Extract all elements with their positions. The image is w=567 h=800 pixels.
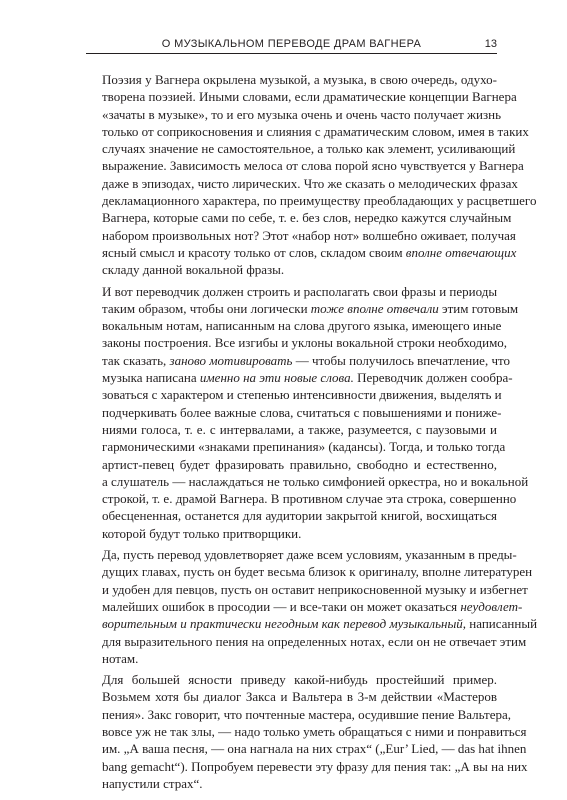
text-run: bang gemacht“). Попробуем перевести эту фразу для пения так: „А вы на них — [102, 758, 528, 774]
text-line — [86, 317, 502, 334]
text-run: которой будут только притворщики. — [102, 525, 302, 541]
text-line — [86, 581, 528, 598]
text-line — [86, 106, 502, 123]
text-run: артист-певец будет фразировать правильно, свободно и естественно, — [102, 456, 497, 472]
text-line — [86, 227, 516, 244]
text-line — [86, 775, 497, 792]
text-line — [86, 706, 512, 723]
text-run: написанный — [466, 616, 538, 632]
text-line — [86, 334, 508, 351]
text-run: «зачаты в музыке», то и его музыка очень и очень часто получает жизнь — [102, 106, 502, 122]
text-run: музыка написана — [102, 370, 200, 386]
text-line — [86, 525, 497, 542]
text-run: выражение. Зависимость мелоса от слова порой ясно чувствуется у Вагнера — [102, 158, 524, 174]
text-run: этим готовым — [438, 300, 519, 316]
italic-emphasis: тоже вполне отвечали — [310, 300, 439, 316]
text-run: Переводчик должен сообра- — [353, 370, 513, 386]
text-run: Вагнера, которые сами по себе, т. е. без слов, нередко кажутся случайным — [102, 210, 512, 226]
text-line — [86, 650, 497, 667]
text-line — [86, 261, 497, 278]
text-run: Поэзия у Вагнера окрылена музыкой, а музыка, в свою очередь, одухо- — [102, 72, 497, 87]
italic-emphasis: заново мотивировать — [169, 352, 293, 368]
text-line — [86, 244, 517, 261]
italic-emphasis: именно на эти новые слова. — [199, 370, 354, 386]
text-line — [86, 88, 517, 105]
paragraph — [86, 546, 538, 667]
text-line — [86, 490, 517, 507]
text-run: нотам. — [102, 650, 139, 666]
text-run: зоваться с характером и степенью интенсивности движения, выделять и — [102, 387, 502, 403]
paragraph — [86, 71, 537, 279]
text-run: творена поэзией. Иными словами, если драматические концепции Вагнера — [102, 89, 517, 105]
italic-emphasis: ворительным и практически негодным как перевод музыкальный, — [102, 616, 467, 632]
chapter-title: О МУЗЫКАЛЬНОМ ПЕРЕВОДЕ ДРАМ ВАГНЕРА — [161, 38, 422, 50]
text-run: им. „А ваша песня, — она нагнала на них страх“ („Eur’ Lied, — das hat ihnen — [102, 741, 527, 757]
text-line — [86, 615, 538, 632]
text-line — [86, 671, 497, 688]
text-line — [86, 140, 516, 157]
text-line — [86, 456, 497, 473]
text-run: только от соприкосновения и слияния с драматическим словом, имея в таких — [102, 123, 529, 139]
text-run: Возьмем хотя бы диалог Закса и Вальтера в 3-м действии «Мастеров — [102, 689, 497, 705]
text-run: обесцененная, останется для аудитории закрытой книгой, восхищаться — [102, 508, 497, 524]
running-header — [86, 38, 497, 54]
paragraph — [86, 283, 529, 542]
text-run: декламационного характера, по преимуществу преобладающих у расцветшего — [102, 193, 537, 209]
text-line — [86, 71, 497, 88]
text-run: а слушатель — наслаждаться не только симфонией оркестра, но и вокальной — [102, 473, 529, 489]
paragraph — [86, 671, 528, 792]
text-run: для выразительного пения на определенных нотах, если он не отвечает этим — [102, 633, 527, 649]
text-run: вовсе уж не так злы, — надо только уметь обращаться с ними и понравиться — [102, 723, 527, 739]
text-line — [86, 123, 529, 140]
text-line — [86, 438, 506, 455]
text-run: так сказать, — [102, 352, 170, 368]
text-run: малейших ошибок в просодии — и все-таки он может оказаться — [102, 598, 461, 614]
text-line — [86, 283, 497, 300]
text-line — [86, 175, 518, 192]
text-line — [86, 209, 512, 226]
text-line — [86, 404, 502, 421]
text-run: дущих главах, пусть он будет весьма близок к оригиналу, вполне литературен — [102, 564, 533, 580]
text-line — [86, 758, 528, 775]
text-run: строкой, т. е. драмой Вагнера. В противном случае эта строка, совершенно — [102, 491, 517, 507]
text-run: ниями голоса, т. е. с интервалами, а также, разумеется, с паузовыми и — [102, 421, 497, 437]
text-line — [86, 473, 529, 490]
text-run: напустили страх“. — [102, 775, 203, 791]
text-run: вокальным нотам, написанным на слова другого языка, имеющего иные — [102, 318, 502, 334]
text-line — [86, 352, 510, 369]
text-line — [86, 740, 527, 757]
text-run: — чтобы получилось впечатление, что — [292, 352, 510, 368]
text-run: Да, пусть перевод удовлетворяет даже всем условиям, указанным в преды- — [102, 547, 517, 563]
text-line — [86, 386, 502, 403]
text-run: таким образом, чтобы они логически — [102, 300, 311, 316]
italic-emphasis: вполне отвечающих — [405, 244, 517, 260]
text-run: случаях значение не самостоятельное, а только как элемент, усиливающий — [102, 141, 516, 157]
text-line — [86, 157, 524, 174]
text-line — [86, 688, 497, 705]
text-run: ясный смысл и красоту только от слов, складом своим — [102, 244, 406, 260]
text-line — [86, 421, 497, 438]
text-line — [86, 563, 533, 580]
text-run: подчеркивать более важные слова, считаться с повышениями и пониже- — [102, 404, 502, 420]
italic-emphasis: неудовлет- — [460, 598, 523, 614]
page-number: 13 — [484, 38, 497, 50]
text-run: гармоническими «знаками препинания» (кадансы). Тогда, и только тогда — [102, 439, 506, 455]
text-line — [86, 723, 527, 740]
text-run: И вот переводчик должен строить и располагать свои фразы и периоды — [102, 283, 498, 299]
text-line — [86, 300, 519, 317]
text-line — [86, 192, 537, 209]
text-run: набором произвольных нот? Этот «набор нот» волшебно оживает, получая — [102, 227, 516, 243]
text-run: и удобен для певцов, пусть он оставит неприкосновенной музыку и избегнет — [102, 581, 528, 597]
text-run: складу данной вокальной фразы. — [102, 262, 285, 278]
text-line — [86, 598, 523, 615]
text-line — [86, 546, 517, 563]
text-line — [86, 369, 513, 386]
text-line — [86, 507, 497, 524]
body-text — [86, 71, 538, 792]
text-line — [86, 633, 527, 650]
text-run: законы построения. Все изгибы и уклоны вокальной строки необходимо, — [102, 335, 508, 351]
text-run: даже в эпизодах, чисто лирических. Что же сказать о мелодических фразах — [102, 175, 518, 191]
text-run: пения». Закс говорит, что почтенные мастера, осудившие пение Вальтера, — [102, 706, 512, 722]
text-run: Для большей ясности приведу какой-нибудь простейший пример. — [102, 672, 497, 688]
